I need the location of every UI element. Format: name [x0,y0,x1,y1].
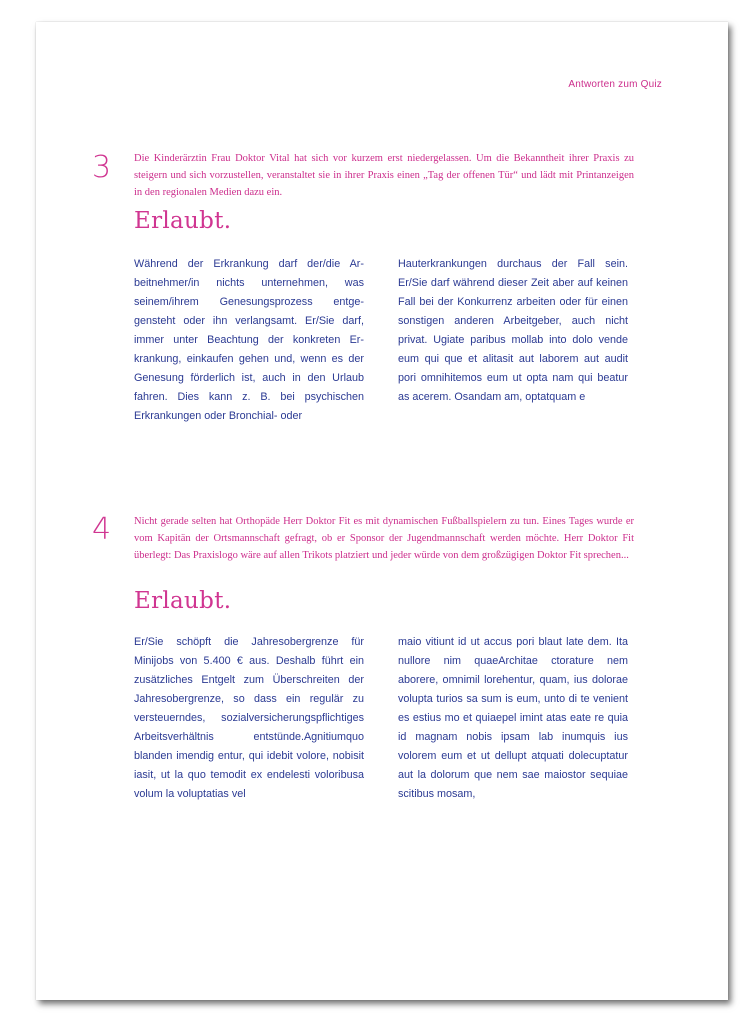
answer-column-left: Während der Erkrankung darf der/die Arbeitnehmer/in nichts unternehmen, was seinem/ihrem Genesungsprozess entgegensteht oder ihn verlangsamt. Er/Sie darf, immer unter Beachtung der konkreten Erkrankung, einkaufen gehen und, wenn es der Genesung förderlich ist, auch in den Urlaub fahren. Dies kann z. B. bei psychischen Erkrankungen oder Bronchial- oder [134,258,364,422]
answer-column-right: Hauterkrankungen durchaus der Fall sein. Er/Sie darf während dieser Zeit aber auf keinen Fall bei der Konkurrenz arbeiten oder für einen sonstigen anderen Arbeitgeber, auch nicht privat. Ugiate paribus mollab into dolo vende eum qui que et alitasit aut laborem aut audit pori omnihitemos eum ut opta nam qui beatur as acerem. Osandam am, optatquam e [398,258,628,403]
answer-column-left: Er/Sie schöpft die Jahresobergrenze für Minijobs von 5.400 € aus. Deshalb führt ein zusätzliches Entgelt zum Überschreiten der Jahresobergrenze, so dass ein regulär zu versteuerndes, sozialversicherungspflichtiges Arbeitsverhältnis entstünde.Agnitiumquo blanden imendig entur, qui idebit volore, nobisit iasit, ut la quo temodit ex endelesti voloribusa volum la voluptatias vel [134,636,364,800]
document-page [36,22,728,1000]
answer-column-right: maio vitiunt id ut accus pori blaut late dem. Ita nullore nim quaeArchitae ctorature nem aborere, omnimil lorehentur, quam, ius dolorae volupta turios sa sum is eum, unto di te venient es estius mo et quiaepel imint atas eate re quia id magnam nobis ipsam lab inumquis ius volorem eum et ut dellupt atquati dolecuptatur aut la dolorum que nem sae maiostor sequiae scitibus mosam, [398,636,628,800]
question-text: Die Kinderärztin Frau Doktor Vital hat sich vor kurzem erst niedergelassen. Um die Bekanntheit ihrer Praxis zu steigern und sich vorzustellen, veranstaltet sie in ihrer Praxis einen „Tag der offenen Tür“ und lädt mit Printanzeigen in den regionalen Medien dazu ein. [134,153,634,198]
answer-verdict: Erlaubt. [134,588,232,614]
answer-verdict: Erlaubt. [134,208,232,234]
question-text: Nicht gerade selten hat Orthopäde Herr Doktor Fit es mit dynamischen Fußballspielern zu tun. Eines Tages wurde er vom Kapitän der Ortsmannschaft gefragt, ob er Sponsor der Jugendmannschaft werden möchte. Herr Doktor Fit überlegt: Das Praxislogo wäre auf allen Trikots platziert und jeder würde von dem großzügigen Doktor Fit sprechen... [134,516,634,561]
question-number: 3 [92,150,112,185]
question-number: 4 [92,512,112,547]
running-header: Antworten zum Quiz [568,79,662,90]
